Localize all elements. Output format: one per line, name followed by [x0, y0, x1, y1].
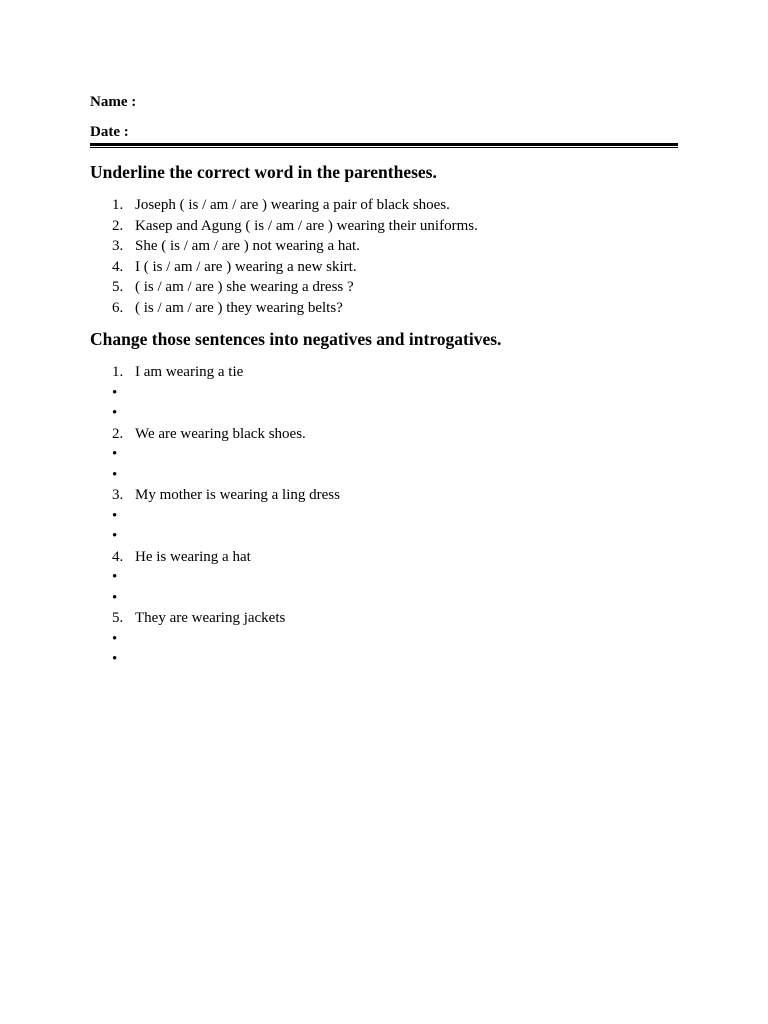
bullet-icon: • — [112, 507, 118, 524]
bullet-icon: • — [112, 384, 118, 401]
item-text: Joseph ( is / am / are ) wearing a pair of black shoes. — [135, 197, 450, 213]
item-text: ( is / am / are ) she wearing a dress ? — [135, 279, 354, 295]
item-number: 4. — [112, 548, 124, 565]
item-number: 1. — [112, 197, 124, 213]
header-divider-thin — [90, 147, 678, 148]
bullet-icon: • — [112, 630, 118, 647]
item-number: 1. — [112, 364, 124, 380]
item-number: 2. — [112, 425, 124, 442]
item-number: 3. — [112, 487, 124, 503]
item-text: ( is / am / are ) they wearing belts? — [135, 299, 343, 316]
section1-heading: Underline the correct word in the parentheses. — [90, 162, 437, 182]
name-label: Name : — [90, 94, 137, 110]
bullet-icon: • — [112, 405, 118, 421]
item-number: 3. — [112, 238, 124, 254]
bullet-icon: • — [112, 446, 118, 462]
item-text: I am wearing a tie — [135, 364, 244, 380]
item-text: Kasep and Agung ( is / am / are ) wearing their uniforms. — [135, 217, 478, 234]
item-number: 4. — [112, 258, 124, 275]
item-text: My mother is wearing a ling dress — [135, 487, 340, 503]
date-label: Date : — [90, 124, 129, 140]
item-number: 6. — [112, 299, 124, 316]
item-text: We are wearing black shoes. — [135, 425, 306, 442]
bullet-icon: • — [112, 651, 118, 667]
section2-heading: Change those sentences into negatives and introgatives. — [90, 329, 502, 349]
header-divider-thick — [90, 143, 678, 146]
item-text: She ( is / am / are ) not wearing a hat. — [135, 238, 360, 254]
bullet-icon: • — [112, 569, 118, 585]
item-number: 2. — [112, 217, 124, 234]
item-number: 5. — [112, 610, 124, 626]
bullet-icon: • — [112, 589, 118, 606]
item-text: They are wearing jackets — [135, 610, 286, 626]
item-text: I ( is / am / are ) wearing a new skirt. — [135, 258, 357, 275]
bullet-icon: • — [112, 466, 118, 483]
item-number: 5. — [112, 279, 124, 295]
bullet-icon: • — [112, 528, 118, 544]
item-text: He is wearing a hat — [135, 548, 251, 565]
